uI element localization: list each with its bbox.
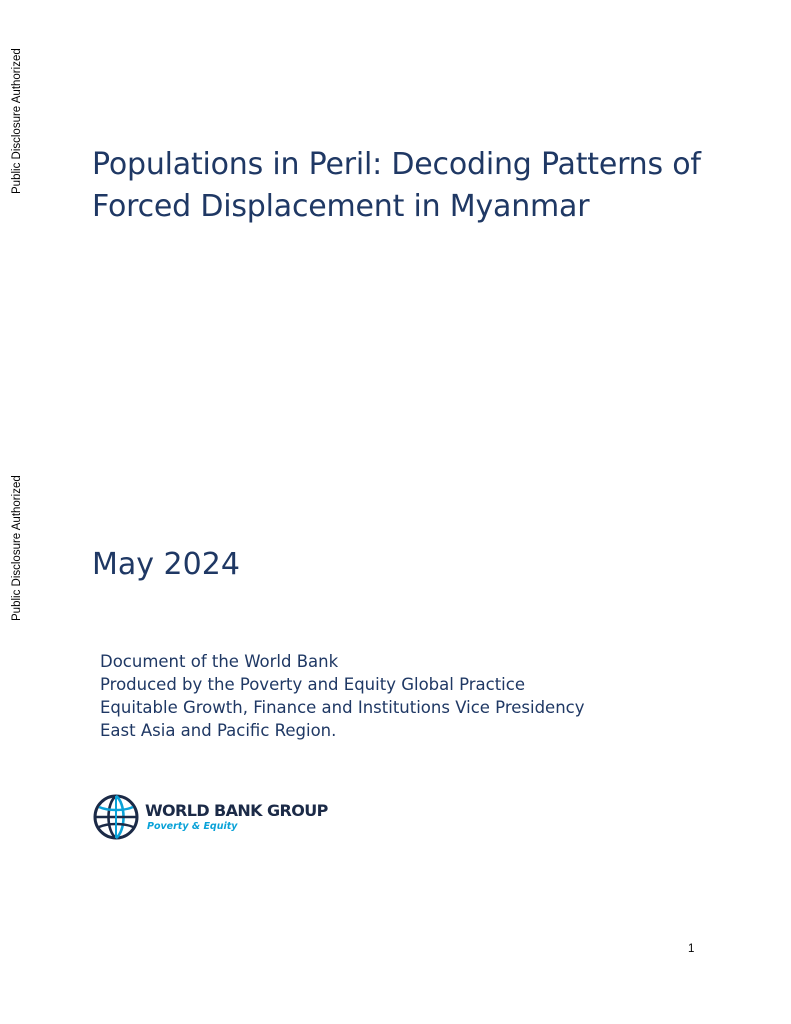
page-number: 1 <box>688 943 695 955</box>
document-title-line-2: Forced Displacement in Myanmar <box>92 189 590 224</box>
document-title <box>92 144 752 228</box>
document-info <box>100 650 585 742</box>
document-title-line-1: Populations in Peril: Decoding Patterns of <box>92 147 701 182</box>
document-info-line-4: East Asia and Pacific Region. <box>100 721 337 740</box>
public-disclosure-stamp-top: Public Disclosure Authorized <box>11 48 23 194</box>
public-disclosure-stamp-bottom: Public Disclosure Authorized <box>11 475 23 621</box>
logo-wordmark: WORLD BANK GROUP <box>145 801 328 820</box>
world-bank-group-logo <box>92 793 332 843</box>
document-info-line-3: Equitable Growth, Finance and Institutions Vice Presidency <box>100 698 585 717</box>
document-info-line-1: Document of the World Bank <box>100 652 339 671</box>
logo-subtitle: Poverty & Equity <box>147 821 238 832</box>
document-info-line-2: Produced by the Poverty and Equity Global Practice <box>100 675 525 694</box>
publication-date: May 2024 <box>92 547 240 582</box>
world-bank-globe-icon <box>92 793 140 841</box>
